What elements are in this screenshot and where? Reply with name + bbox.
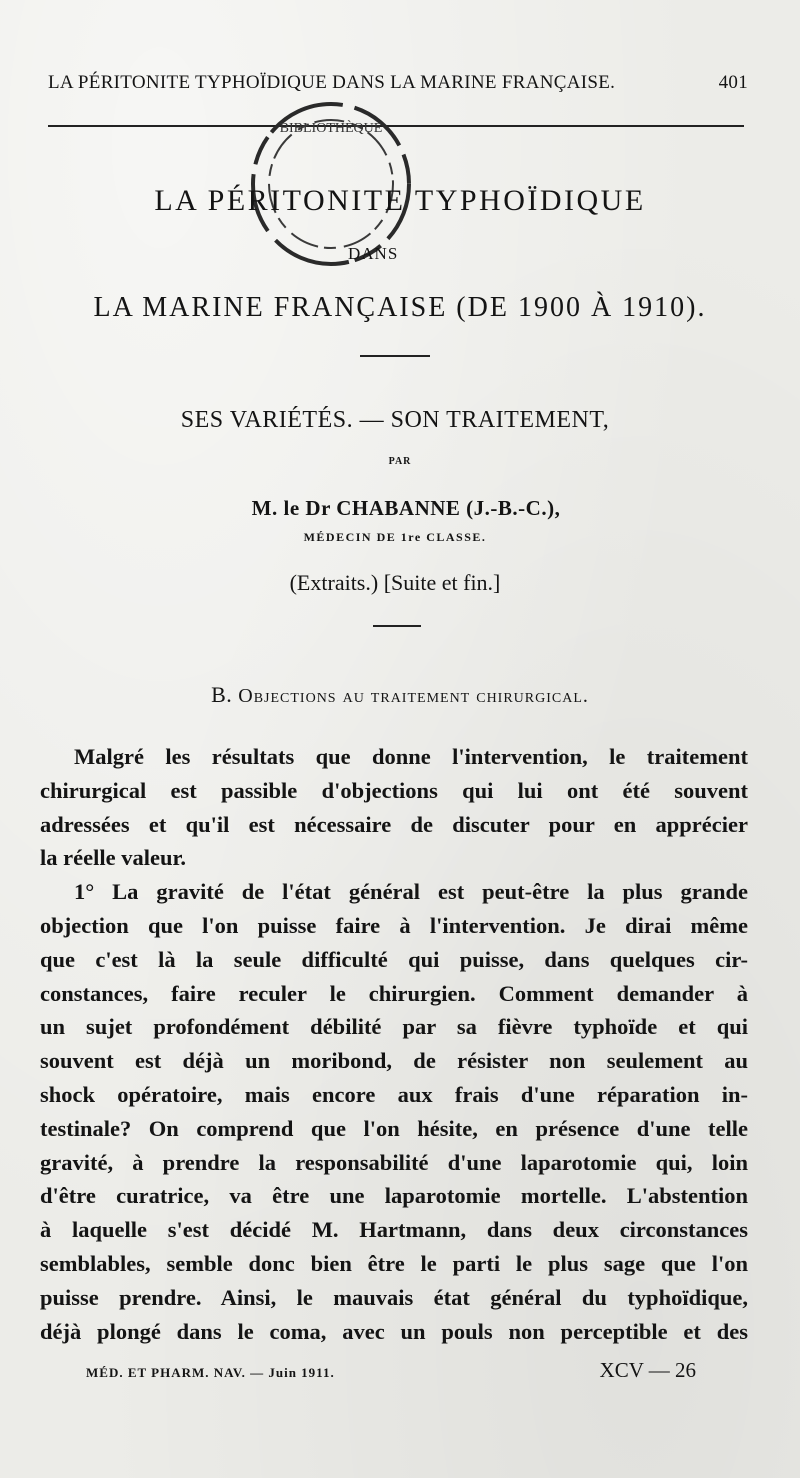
section-heading [0, 682, 800, 708]
body-line: déjà plongé dans le coma, avec un pouls non perceptible et des [40, 1318, 748, 1344]
body-line: objection que l'on puisse faire à l'intervention. Je dirai même [40, 912, 748, 938]
body-line: un sujet profondément débilité par sa fièvre typhoïde et qui [40, 1014, 748, 1040]
body-line: adressées et qu'il est nécessaire de discuter pour en apprécier [40, 811, 748, 837]
body-text [40, 740, 748, 1348]
body-line: 1° La gravité de l'état général est peut-être la plus grande [74, 879, 748, 905]
section-rule [373, 625, 421, 627]
body-line: constances, faire reculer le chirurgien. Comment demander à [40, 980, 748, 1006]
page-number: 401 [718, 72, 748, 93]
body-line: chirurgical est passible d'objections qui lui ont été souvent [40, 777, 748, 803]
author-name: M. le Dr CHABANNE (J.-B.-C.), [251, 496, 561, 520]
body-line: à laquelle s'est décidé M. Hartmann, dans deux circonstances [40, 1217, 748, 1243]
author-title: MÉDECIN DE 1re CLASSE. [303, 530, 487, 544]
running-head [48, 72, 748, 94]
section-letter: B. [211, 682, 233, 707]
body-line: d'être curatrice, va être une laparotomie mortelle. L'abstention [40, 1183, 748, 1209]
author [0, 496, 800, 521]
page-footer [86, 1358, 696, 1383]
by-label: PAR [388, 456, 412, 467]
section-title: Objections au traitement chirurgical. [238, 685, 589, 707]
title-line-3: LA MARINE FRANÇAISE (DE 1900 À 1910). [93, 292, 707, 323]
body-line: souvent est déjà un moribond, de résister non seulement au [40, 1048, 748, 1074]
title-line-1: LA PÉRITONITE TYPHOÏDIQUE [154, 184, 646, 217]
body-line: puisse prendre. Ainsi, le mauvais état général du typhoïdique, [40, 1284, 748, 1310]
extraits-note: (Extraits.) [Suite et fin.] [289, 570, 501, 595]
body-line: testinale? On comprend que l'on hésite, en présence d'une telle [40, 1115, 748, 1141]
body-line: gravité, à prendre la responsabilité d'une laparotomie qui, loin [40, 1149, 748, 1175]
body-line: semblables, semble donc bien être le parti le plus sage que l'on [40, 1250, 748, 1276]
body-line: Malgré les résultats que donne l'intervention, le traitement [74, 744, 748, 769]
stamp-text: BIBLIOTHÈQUE [279, 121, 383, 136]
title-rule [360, 355, 430, 357]
body-line: la réelle valeur. [40, 845, 186, 871]
title-line-2: DANS [348, 244, 399, 263]
subtitle: SES VARIÉTÉS. — SON TRAITEMENT, [180, 407, 610, 433]
body-line: shock opératoire, mais encore aux frais d'une réparation in- [40, 1081, 748, 1107]
body-line: que c'est là la seule difficulté qui puisse, dans quelques cir- [40, 946, 748, 972]
signature-mark: XCV — 26 [599, 1358, 696, 1382]
running-head-title: LA PÉRITONITE TYPHOÏDIQUE DANS LA MARINE FRANÇAISE. [48, 72, 616, 93]
journal-footer: MÉD. ET PHARM. NAV. — Juin 1911. [86, 1365, 335, 1380]
